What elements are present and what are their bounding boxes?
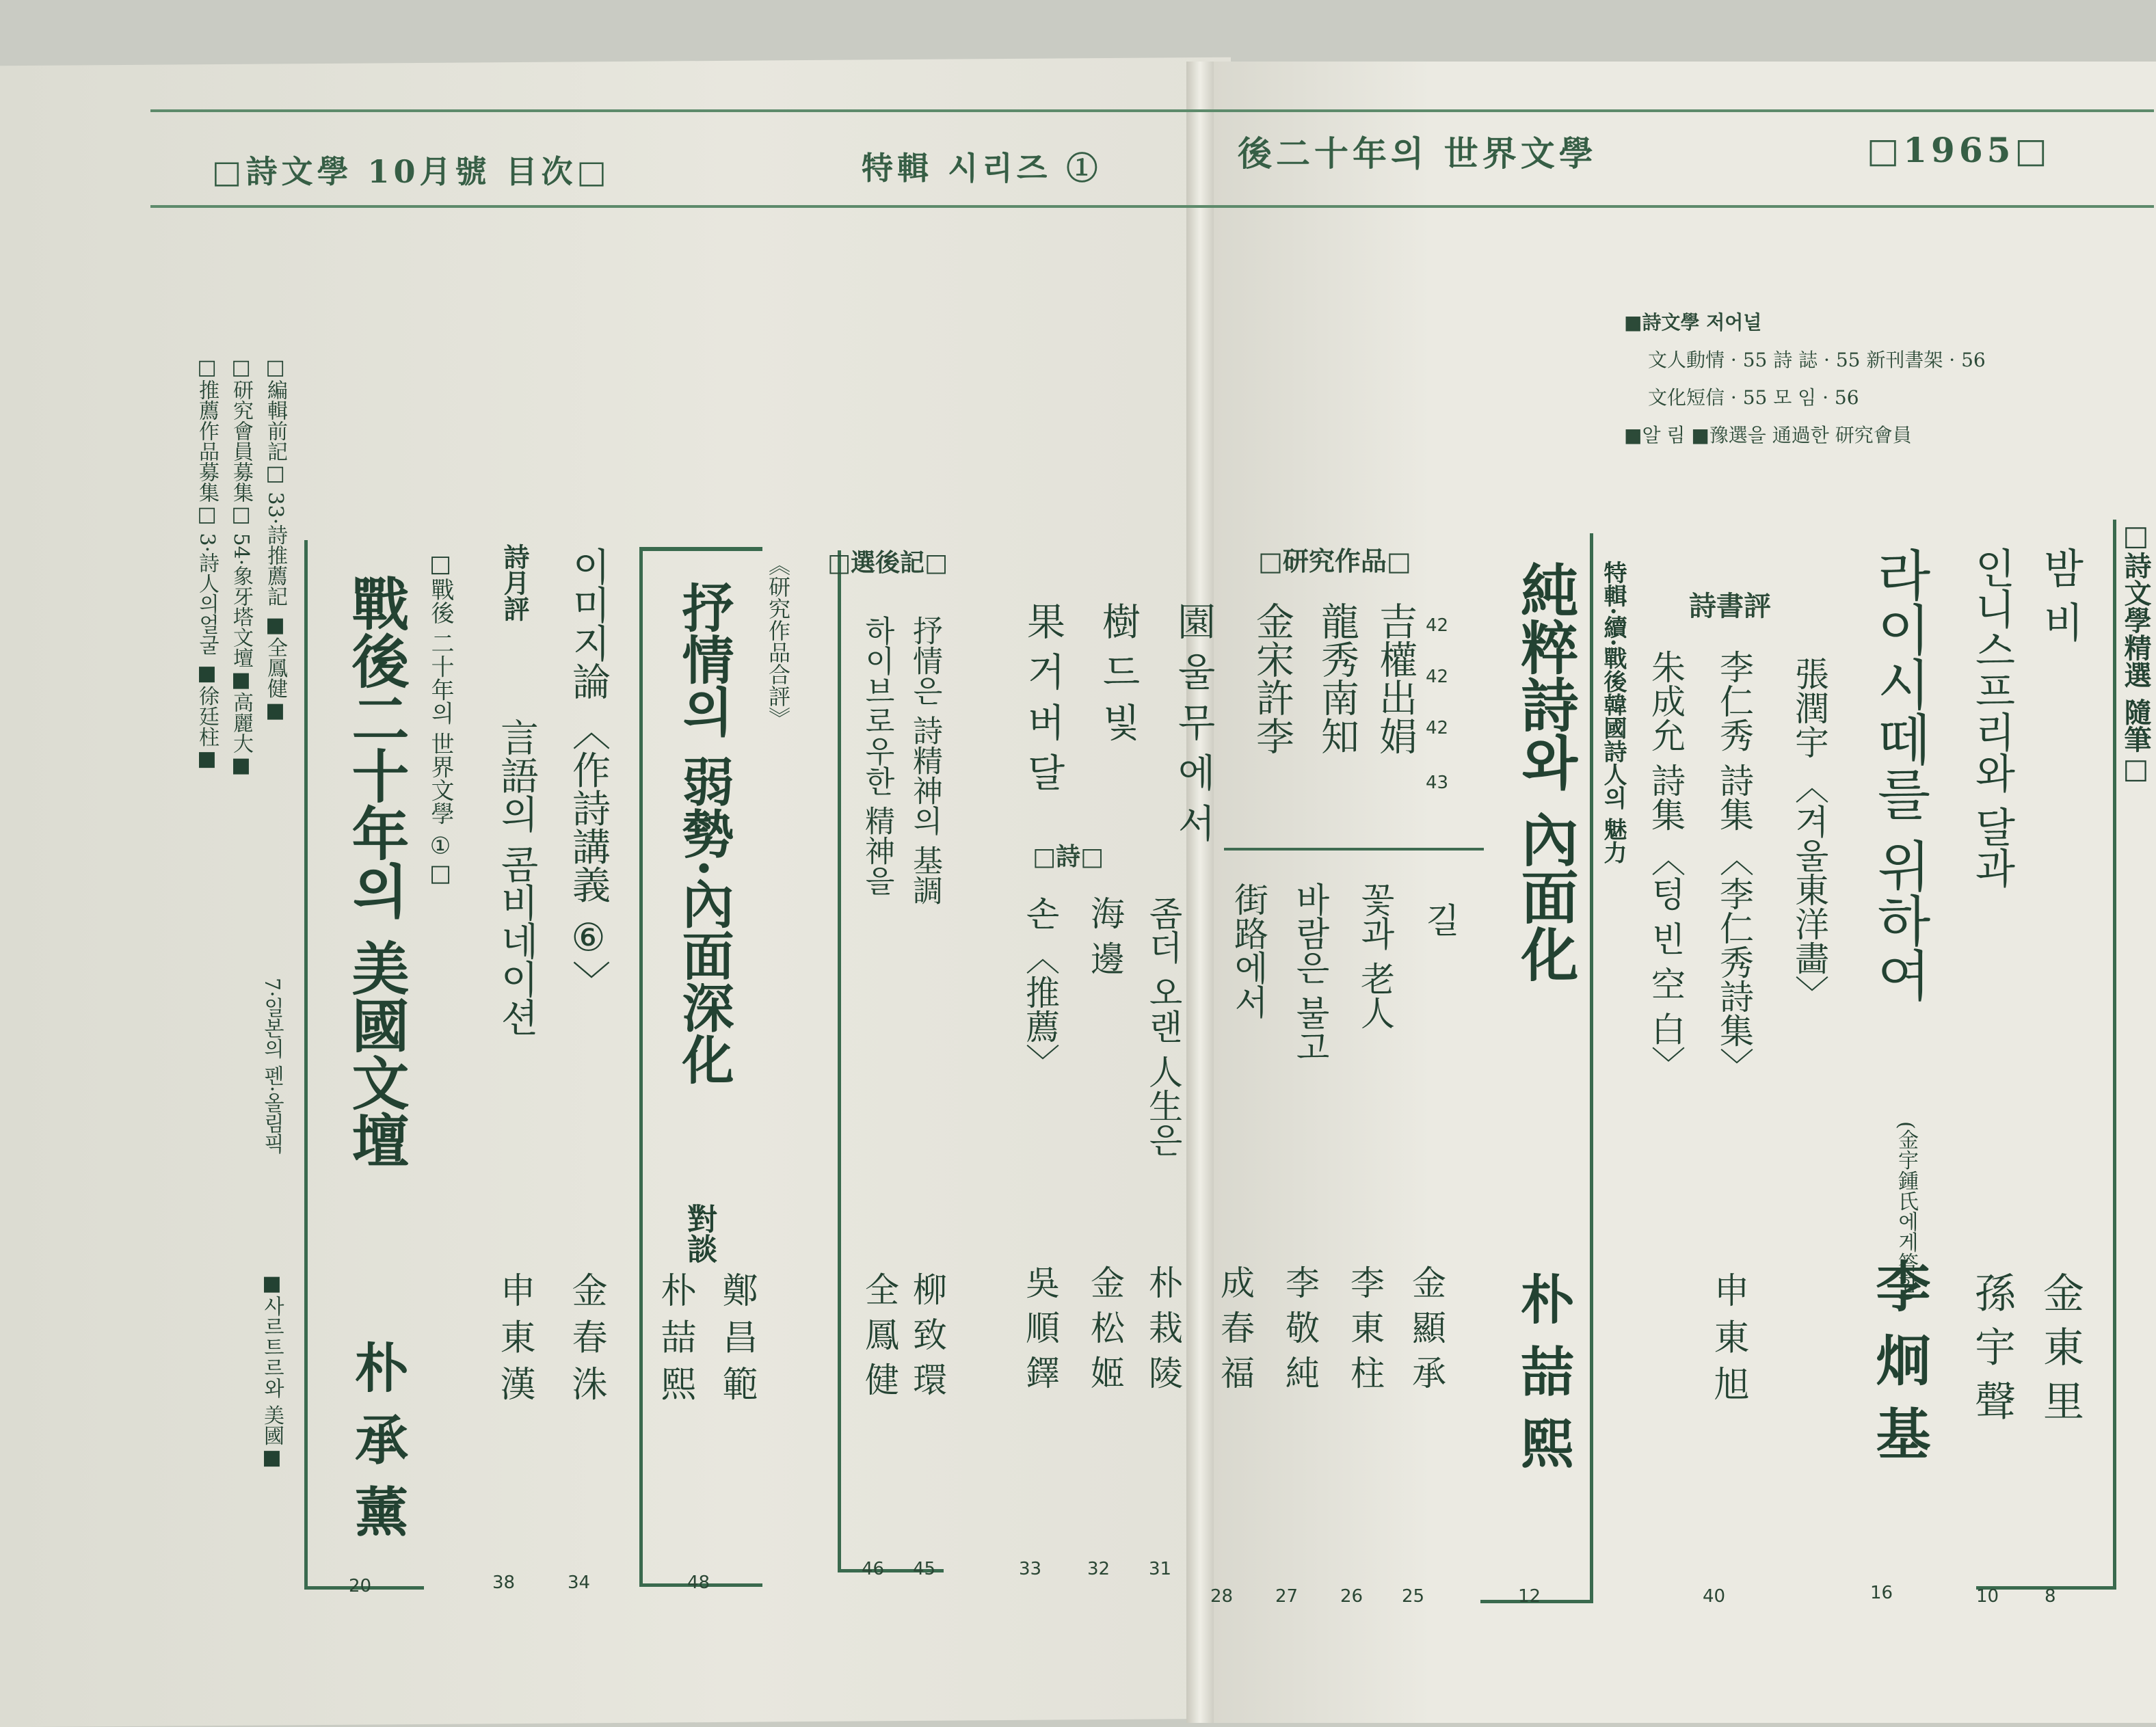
page-number: 38	[492, 1572, 516, 1593]
page-number: 43	[1426, 773, 1449, 793]
journal-line-2: 文化短信 · 55 모 임 · 56	[1648, 386, 1859, 409]
page-number: 42	[1426, 718, 1449, 738]
article-title: 純粹詩와 內面化	[1512, 561, 1580, 983]
page-number: 33	[1019, 1559, 1042, 1579]
toc-title: □詩文學 10月號 目次□	[212, 153, 611, 190]
header-rule-bottom	[150, 205, 2154, 208]
section-label: □詩□	[1033, 842, 1104, 871]
poem-title: 街路에서	[1229, 882, 1268, 1019]
poem-title: 果 거 버 달	[1021, 602, 1065, 792]
poem-author: 金 松 姬	[1085, 1265, 1125, 1389]
essay-header: □詩文學精選 隨筆□	[2120, 520, 2152, 785]
section-label: 詩書評	[1689, 590, 1771, 622]
article-author: 申 東 漢	[494, 1272, 535, 1402]
section-label: □研究作品□	[1258, 546, 1411, 576]
divider	[1224, 848, 1484, 851]
article-title: 戰後二十年의 美國文壇	[343, 574, 410, 1169]
poem-title: 꽃과 老人	[1355, 882, 1395, 1030]
journal-line-1: 文人動情 · 55 詩 誌 · 55 新刊書架 · 56	[1648, 349, 1986, 371]
poem-title: 바람은 불고	[1290, 882, 1330, 1064]
article-title: 라이시떼를 위하여	[1867, 547, 1931, 1002]
page-number: 16	[1870, 1583, 1893, 1603]
poem-title: 좀더 오랜 人生은	[1143, 896, 1183, 1157]
article-author: 李 炯 基	[1867, 1258, 1931, 1460]
essay-title: 밤 비	[2036, 547, 2084, 643]
page-number: 46	[862, 1559, 885, 1579]
sidebar-extra: ■사르트르와 美國■	[260, 1272, 284, 1470]
poem-title: 樹 드 빛	[1096, 602, 1141, 741]
sidebar-item: □研究會員募集□ 54·象牙塔文壇■高麗大■	[229, 356, 253, 778]
section-label: 詩月評	[499, 544, 530, 621]
page-number: 27	[1275, 1586, 1299, 1607]
poem-author: 成 春 福	[1215, 1265, 1255, 1389]
poem-author: 李 敬 純	[1280, 1265, 1320, 1389]
page-number: 42	[1426, 667, 1449, 687]
article-author: 朴 喆 熙	[654, 1272, 695, 1402]
sidebar-extra: 7·일본의 펜·올림픽	[260, 978, 284, 1154]
feature-header: 特輯·續·戰後韓國詩人의 魅力	[1599, 561, 1627, 864]
sidebar-item: □推薦作品募集□ 3·詩人의얼굴 ■徐廷柱■	[195, 356, 219, 771]
sidebar-item: □編輯前記□ 33·詩推薦記 ■全鳳健■	[263, 356, 287, 723]
review-title: 李仁秀 詩集 〈李仁秀詩集〉	[1714, 650, 1754, 1082]
page-number: 12	[1518, 1586, 1541, 1607]
journal-line-3: ■알 림 ■豫選을 通過한 研究會員	[1624, 424, 1912, 446]
article-author: 朴 承 薰	[346, 1340, 408, 1538]
page-number: 45	[913, 1559, 936, 1579]
article-author: 柳 致 環	[907, 1272, 947, 1396]
research-col-2: 龍秀南知	[1315, 602, 1359, 755]
page-number: 31	[1149, 1559, 1172, 1579]
page-number: 20	[349, 1576, 372, 1596]
year-label: □1965□	[1867, 130, 2051, 170]
poem-title: 海 邊	[1085, 896, 1125, 975]
article-header: □戰後 二十年의 世界文學 ①□	[427, 550, 454, 887]
article-author: 金 春 洙	[565, 1272, 607, 1402]
journal-label: ■詩文學 저어널	[1624, 311, 1762, 334]
review-author: 申 東 旭	[1707, 1272, 1748, 1402]
page-number: 34	[568, 1572, 591, 1593]
poem-author: 李 東 柱	[1345, 1265, 1385, 1389]
review-title: 朱成允 詩集 〈텅 빈 空 白〉	[1646, 650, 1686, 1080]
page-number: 48	[687, 1572, 710, 1593]
book-spine	[1186, 62, 1214, 1723]
section-label: □選後記□	[827, 548, 948, 577]
article-author: 朴 喆 熙	[1512, 1272, 1574, 1469]
essay-author: 金 東 里	[2036, 1272, 2084, 1421]
left-page	[0, 57, 1234, 1727]
section-label: 《研究作品合評》	[765, 554, 791, 729]
series-subtitle: 後二十年의 世界文學	[1238, 133, 1597, 174]
poem-author: 朴 栽 陵	[1143, 1265, 1183, 1389]
poem-title: 길	[1420, 902, 1460, 937]
article-title: 抒情의 弱勢·內面深化	[674, 581, 734, 1085]
series-title: 特輯 시리즈 ①	[862, 150, 1102, 187]
article-author: 全 鳳 健	[860, 1272, 899, 1396]
poem-author: 吳 順 鐸	[1020, 1265, 1060, 1389]
page-number: 42	[1426, 615, 1449, 636]
page-number: 40	[1703, 1586, 1726, 1607]
research-col-1: 吉權出娟	[1373, 602, 1418, 755]
article-subtitle: 對談	[682, 1203, 717, 1263]
page-number: 32	[1087, 1559, 1110, 1579]
article-title: 이미지論 〈作詩講義 ⑥〉	[566, 547, 611, 999]
poem-author: 金 顯 承	[1407, 1265, 1446, 1389]
article-author: 鄭 昌 範	[716, 1272, 757, 1402]
essay-title: 인니스프리와 달과	[1968, 547, 2016, 889]
article-title: 抒情은 詩精神의 基調	[907, 615, 942, 905]
article-title: 하이브로우한 精神을	[860, 615, 894, 896]
research-col-3: 金宋許李	[1250, 602, 1294, 755]
review-title: 張潤宇 〈겨울東洋畵〉	[1789, 656, 1829, 1009]
page-number: 10	[1976, 1586, 1999, 1607]
essay-author: 孫 宇 聲	[1968, 1272, 2016, 1421]
page-number: 25	[1402, 1586, 1425, 1607]
article-note: (金宇鍾氏에게答함)	[1894, 1121, 1918, 1302]
header-rule-top	[150, 109, 2154, 112]
page-number: 26	[1340, 1586, 1363, 1607]
page-number: 8	[2045, 1586, 2056, 1607]
poem-title: 손 〈推薦〉	[1020, 896, 1060, 1077]
poem-title: 園 울 무 에 서	[1171, 602, 1216, 842]
article-title: 言語의 콤비네이션	[494, 718, 539, 1036]
page-number: 28	[1210, 1586, 1234, 1607]
